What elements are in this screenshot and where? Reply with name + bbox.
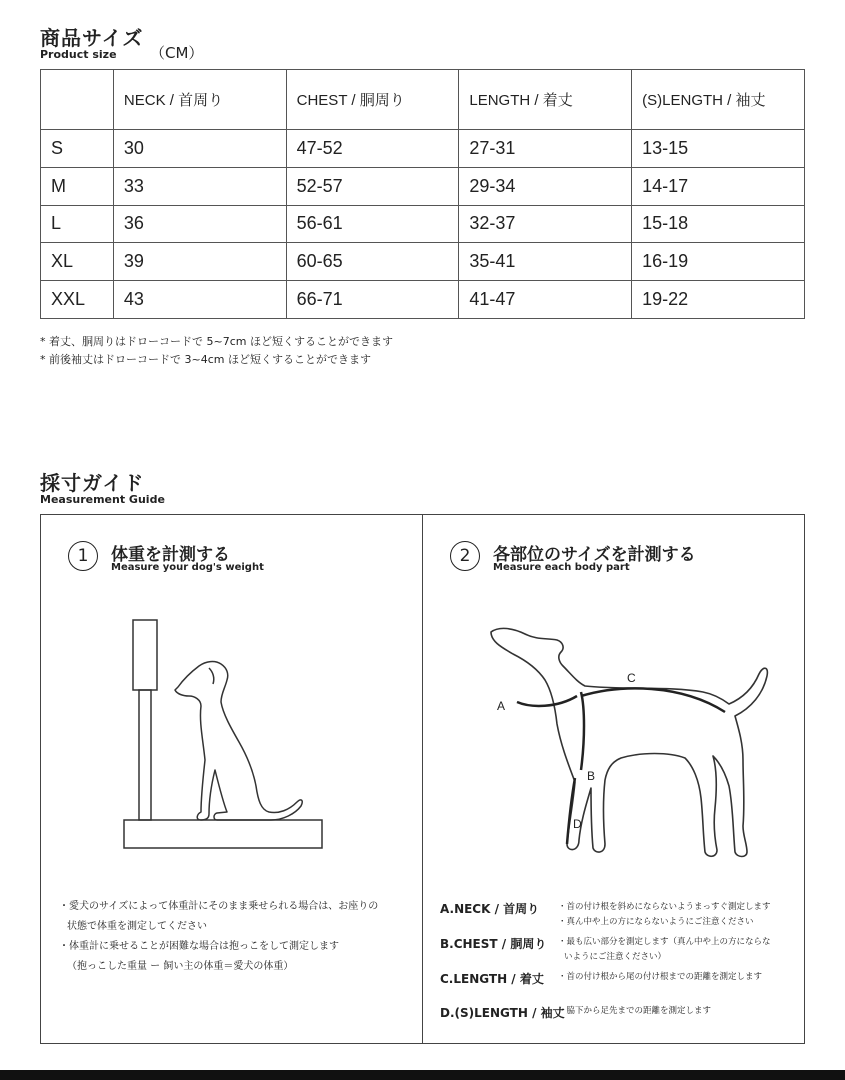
measure-desc-line: いようにご注意ください） xyxy=(564,952,667,962)
measure-desc-line: ・脇下から足先までの距離を測定します xyxy=(558,1006,712,1016)
diagram-label-a: A xyxy=(497,699,506,713)
sleeve-cell: 16-19 xyxy=(632,243,805,281)
neck-cell: 36 xyxy=(113,205,286,243)
standing-dog-measurement-diagram xyxy=(481,620,801,870)
neck-cell: 43 xyxy=(113,281,286,319)
header-cell-chest: CHEST / 胴周り xyxy=(286,70,459,130)
measure-desc xyxy=(558,1004,803,1019)
length-cell: 41-47 xyxy=(459,281,632,319)
sitting-dog-scale-illustration xyxy=(111,610,331,855)
size-title-jp: 商品サイズ xyxy=(40,26,144,50)
chest-cell: 47-52 xyxy=(286,130,459,168)
step1-title-jp: 体重を計測する xyxy=(111,545,230,565)
table-row xyxy=(41,281,805,319)
measure-desc xyxy=(558,900,803,930)
note-2: * 前後袖丈はドローコードで 3~4cm ほど短くすることができます xyxy=(40,353,371,366)
length-cell: 32-37 xyxy=(459,205,632,243)
step1-text-line: ・愛犬のサイズによって体重計にそのまま乗せられる場合は、お座りの xyxy=(59,901,379,912)
sleeve-cell: 14-17 xyxy=(632,167,805,205)
neck-cell: 39 xyxy=(113,243,286,281)
guide-title-jp: 採寸ガイド xyxy=(40,471,145,495)
step2-title-en: Measure each body part xyxy=(493,562,630,573)
header-cell-length: LENGTH / 着丈 xyxy=(459,70,632,130)
table-row xyxy=(41,167,805,205)
header-cell-blank xyxy=(41,70,114,130)
chest-cell: 56-61 xyxy=(286,205,459,243)
measure-desc xyxy=(558,970,803,985)
measure-label: B.CHEST / 胴周り xyxy=(440,937,547,951)
diagram-label-c: C xyxy=(627,671,636,685)
chest-cell: 52-57 xyxy=(286,167,459,205)
measure-desc xyxy=(558,935,803,965)
sleeve-cell: 13-15 xyxy=(632,130,805,168)
measure-label: A.NECK / 首周り xyxy=(440,902,540,916)
length-cell: 27-31 xyxy=(459,130,632,168)
sleeve-cell: 15-18 xyxy=(632,205,805,243)
chest-cell: 60-65 xyxy=(286,243,459,281)
header-cell-sleeve: (S)LENGTH / 袖丈 xyxy=(632,70,805,130)
bottom-edge-bar xyxy=(0,1070,845,1080)
note-1: * 着丈、胴周りはドローコードで 5~7cm ほど短くすることができます xyxy=(40,335,393,348)
table-row xyxy=(41,205,805,243)
neck-cell: 30 xyxy=(113,130,286,168)
table-row xyxy=(41,243,805,281)
size-title-en: Product size xyxy=(40,48,117,61)
length-cell: 29-34 xyxy=(459,167,632,205)
size-table xyxy=(40,69,805,319)
neck-cell: 33 xyxy=(113,167,286,205)
table-row xyxy=(41,130,805,168)
size-unit: （CM） xyxy=(150,44,204,62)
size-cell: S xyxy=(41,130,114,168)
measure-label: C.LENGTH / 着丈 xyxy=(440,972,544,986)
length-cell: 35-41 xyxy=(459,243,632,281)
size-cell: M xyxy=(41,167,114,205)
measure-desc-line: ・首の付け根から尾の付け根までの距離を測定します xyxy=(558,972,763,982)
table-header-row xyxy=(41,70,805,130)
measurement-guide-box xyxy=(40,514,805,1044)
size-cell: XXL xyxy=(41,281,114,319)
diagram-label-d: D xyxy=(573,817,582,831)
step1-title-en: Measure your dog's weight xyxy=(111,562,264,573)
sleeve-cell: 19-22 xyxy=(632,281,805,319)
panel-divider xyxy=(422,515,423,1043)
chest-cell: 66-71 xyxy=(286,281,459,319)
step2-title-jp: 各部位のサイズを計測する xyxy=(493,545,696,565)
measure-desc-line: ・真ん中や上の方にならないようにご注意ください xyxy=(558,917,754,927)
size-cell: XL xyxy=(41,243,114,281)
header-cell-neck: NECK / 首周り xyxy=(113,70,286,130)
diagram-label-b: B xyxy=(587,769,596,783)
size-cell: L xyxy=(41,205,114,243)
step1-text-line: 状態で体重を測定してください xyxy=(67,921,207,932)
measure-label: D.(S)LENGTH / 袖丈 xyxy=(440,1006,565,1020)
measure-desc-line: ・最も広い部分を測定します（真ん中や上の方にならな xyxy=(558,937,771,947)
step1-text-line: （抱っこした重量 ー 飼い主の体重＝愛犬の体重） xyxy=(67,961,294,972)
measure-desc-line: ・首の付け根を斜めにならないようまっすぐ測定します xyxy=(558,902,771,912)
guide-title-en: Measurement Guide xyxy=(40,493,165,506)
step1-text-line: ・体重計に乗せることが困難な場合は抱っこをして測定します xyxy=(59,941,339,952)
step2-number-circle: 2 xyxy=(450,541,480,571)
step1-number-circle: 1 xyxy=(68,541,98,571)
step1-instructions xyxy=(59,897,419,977)
